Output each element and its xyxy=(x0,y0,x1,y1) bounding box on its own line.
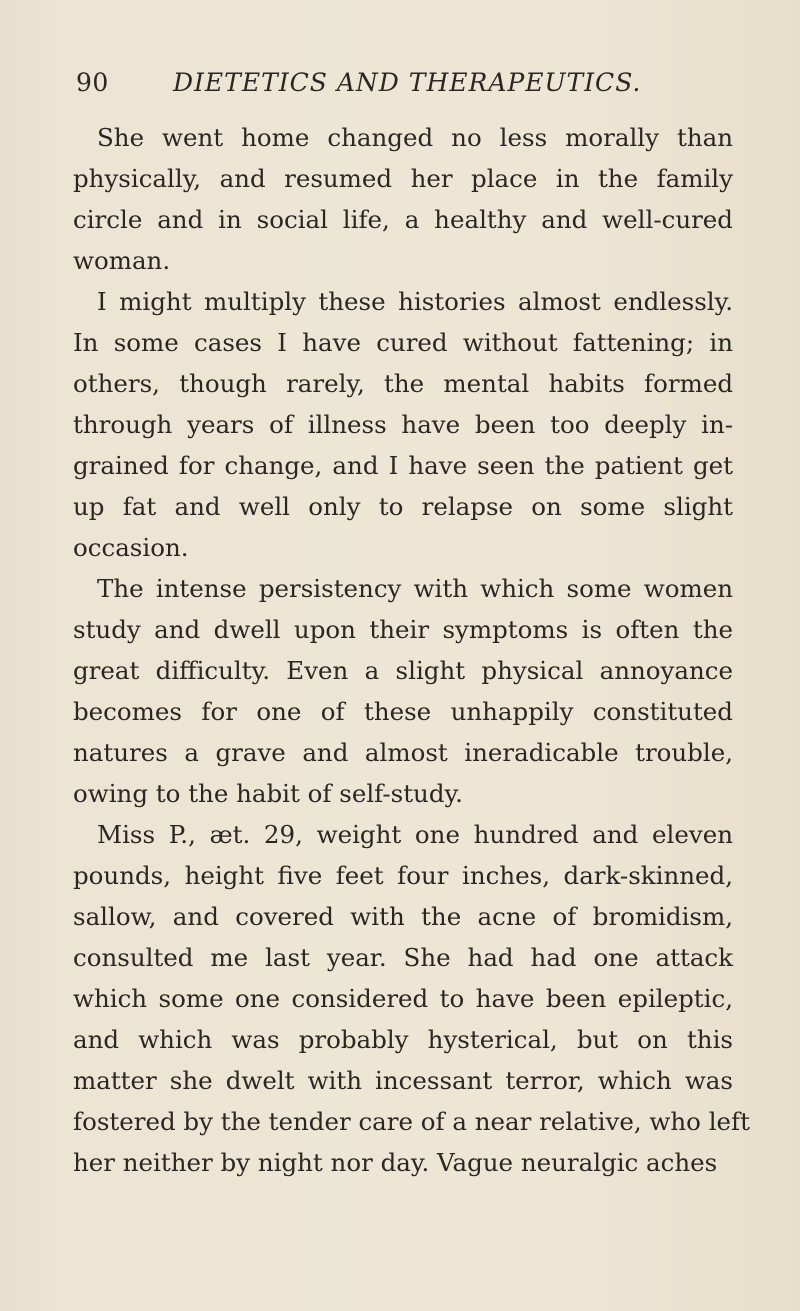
page-number: 90 xyxy=(76,68,109,97)
text-line: The intense persistency with which some women xyxy=(97,574,733,603)
text-line: up fat and well only to relapse on some slight xyxy=(73,492,733,521)
text-line: In some cases I have cured without fattening; in xyxy=(73,328,733,357)
text-line: consulted me last year. She had had one attack xyxy=(73,943,733,972)
text-line: through years of illness have been too deeply in- xyxy=(73,410,733,439)
text-line: Miss P., æt. 29, weight one hundred and eleven xyxy=(97,820,733,849)
text-line: sallow, and covered with the acne of bromidism, xyxy=(73,902,733,931)
text-line: matter she dwelt with incessant terror, which was xyxy=(73,1066,733,1095)
text-line: woman. xyxy=(73,246,171,275)
text-line: pounds, height five feet four inches, dark-skinned, xyxy=(73,861,733,890)
text-line: natures a grave and almost ineradicable trouble, xyxy=(73,738,733,767)
text-line: which some one considered to have been epileptic, xyxy=(73,984,733,1013)
text-line: I might multiply these histories almost endlessly. xyxy=(97,287,733,316)
text-line: fostered by the tender care of a near relative, who left xyxy=(73,1107,750,1136)
text-line: owing to the habit of self-study. xyxy=(73,779,463,808)
text-line: occasion. xyxy=(73,533,189,562)
page-header xyxy=(76,64,676,102)
text-line: She went home changed no less morally than xyxy=(97,123,733,152)
text-line: and which was probably hysterical, but on this xyxy=(73,1025,733,1054)
text-line: becomes for one of these unhappily constituted xyxy=(73,697,733,726)
text-line: great difficulty. Even a slight physical annoyance xyxy=(73,656,733,685)
text-line: others, though rarely, the mental habits formed xyxy=(73,369,733,398)
text-line: her neither by night nor day. Vague neuralgic aches xyxy=(73,1148,718,1177)
running-head: DIETETICS AND THERAPEUTICS. xyxy=(173,68,642,97)
text-line: study and dwell upon their symptoms is often the xyxy=(73,615,733,644)
body-text xyxy=(73,117,750,1183)
text-line: physically, and resumed her place in the family xyxy=(73,164,733,193)
text-line: grained for change, and I have seen the patient get xyxy=(73,451,733,480)
text-line: circle and in social life, a healthy and well-cured xyxy=(73,205,733,234)
